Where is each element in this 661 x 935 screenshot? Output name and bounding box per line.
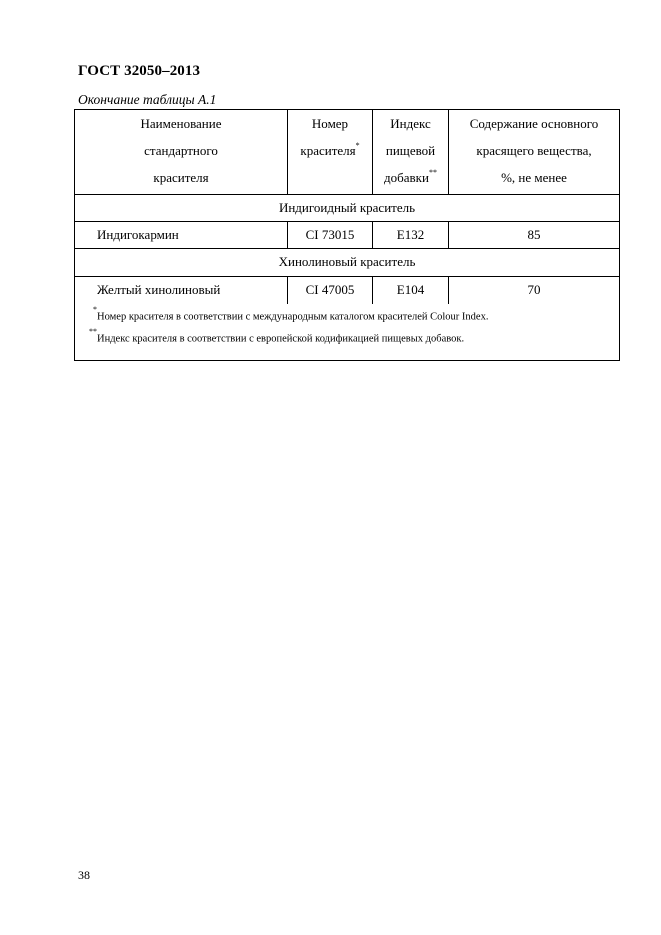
- table-cell-content: 70: [527, 282, 541, 297]
- header-line: [373, 164, 448, 191]
- table-cell-dye-number: CI 47005: [305, 282, 355, 297]
- group-title-quinoline: Хинолиновый краситель: [278, 254, 416, 269]
- header-cell-food-index: [373, 110, 448, 191]
- table-cell-dye-name: Желтый хинолиновый: [97, 282, 221, 297]
- table-cell-food-index: E104: [396, 282, 425, 297]
- table-cell-content: 85: [527, 227, 541, 242]
- header-cell-dye-number: [288, 110, 372, 164]
- header-line: %, не менее: [501, 170, 567, 185]
- group-title-indigoid: Индигоидный краситель: [278, 200, 416, 215]
- table-cell-dye-number: CI 73015: [305, 227, 355, 242]
- table-footnote: [89, 328, 464, 347]
- header-line: красящего вещества,: [476, 143, 592, 158]
- header-line: пищевой: [385, 143, 436, 158]
- header-line: Содержание основного: [469, 116, 599, 131]
- header-line: красителя: [153, 170, 209, 185]
- header-line: [288, 137, 372, 164]
- page-number: 38: [78, 868, 90, 882]
- header-text: красителя: [300, 143, 356, 158]
- footnote-marker: *: [93, 305, 97, 314]
- table-footnote: [93, 306, 488, 325]
- footnote-marker: **: [428, 167, 437, 177]
- data-table: [74, 109, 620, 361]
- document-header: ГОСТ 32050–2013: [78, 63, 201, 79]
- footnote-marker: **: [89, 327, 97, 336]
- header-line: стандартного: [144, 143, 218, 158]
- header-cell-main-content: [449, 110, 619, 191]
- header-line: Наименование: [140, 116, 222, 131]
- header-line: Индекс: [390, 116, 431, 131]
- footnote-marker: *: [355, 140, 360, 150]
- header-text: добавки: [384, 170, 429, 185]
- table-cell-dye-name: Индигокармин: [97, 227, 179, 242]
- table-cell-food-index: E132: [396, 227, 425, 242]
- header-line: Номер: [311, 116, 349, 131]
- header-cell-dye-name: [75, 110, 287, 191]
- footnote-text: Номер красителя в соответствии с международным каталогом красителей Colour Index.: [97, 311, 489, 323]
- footnote-text: Индекс красителя в соответствии с европейской кодификацией пищевых добавок.: [97, 333, 465, 345]
- table-caption: Окончание таблицы А.1: [78, 92, 217, 107]
